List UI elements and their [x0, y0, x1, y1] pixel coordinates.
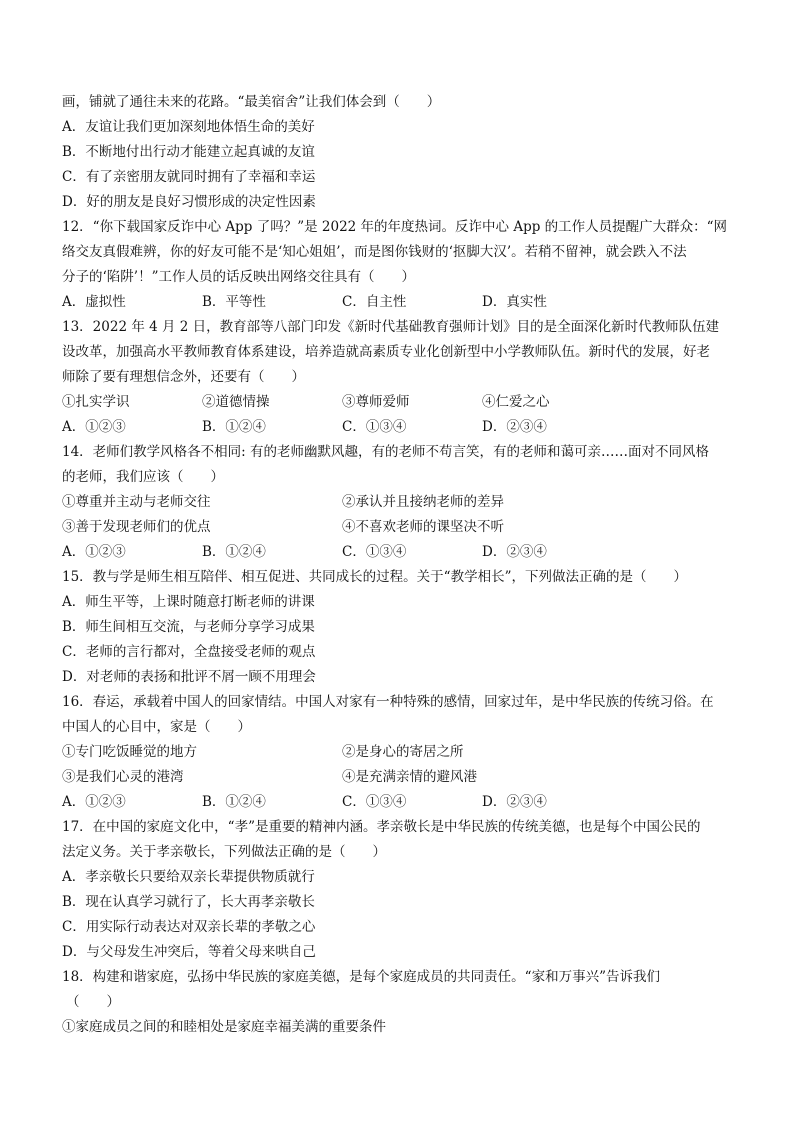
question-stem-line: 分子的‘陷阱’！”工作人员的话反映出网络交往具有（ ） — [62, 269, 415, 285]
option-d: D．对老师的表扬和批评不屑一顾不用理会 — [62, 669, 316, 685]
item-3: ③是我们心灵的港湾 — [62, 769, 184, 785]
options-row — [62, 540, 734, 565]
option-c: C．老师的言行都对，全盘接受老师的观点 — [62, 644, 316, 660]
option-c: C．用实际行动表达对双亲长辈的孝敬之心 — [62, 919, 316, 935]
question-stem-line: 16．春运，承载着中国人的回家情结。中国人对家有一种特殊的感情，回家过年，是中华民族的传统习俗。在 — [62, 694, 714, 710]
question-stem-line: 师除了要有理想信念外，还要有（ ） — [62, 369, 305, 385]
question-stem-line: 画，铺就了通往未来的花路。“最美宿舍”让我们体会到（ ） — [62, 94, 441, 110]
items-row — [62, 765, 734, 790]
question-stem-line: 法定义务。关于孝亲敬长，下列做法正确的是（ ） — [62, 844, 386, 860]
option-d: D．②③④ — [482, 794, 547, 810]
option-b: B．不断地付出行动才能建立起真诚的友谊 — [62, 144, 315, 160]
options-row — [62, 790, 734, 815]
question-11 — [62, 90, 734, 215]
item-4: ④不喜欢老师的课坚决不听 — [342, 519, 504, 535]
question-stem-line: 13．2022 年 4 月 2 日，教育部等八部门印发《新时代基础教育强师计划》目的是全面深化新时代教师队伍建 — [62, 319, 720, 335]
options-row — [62, 415, 734, 440]
option-d: D．好的朋友是良好习惯形成的决定性因素 — [62, 194, 316, 210]
question-14 — [62, 440, 734, 565]
option-c: C．有了亲密朋友就同时拥有了幸福和幸运 — [62, 169, 316, 185]
option-d: D．真实性 — [482, 294, 547, 310]
question-15 — [62, 565, 734, 690]
option-c: C．①③④ — [342, 544, 407, 560]
question-stem-line: 设改革，加强高水平教师教育体系建设，培养造就高素质专业化创新型中小学教师队伍。新时代的发展，好老 — [62, 344, 710, 360]
items-row — [62, 515, 734, 540]
question-13 — [62, 315, 734, 440]
item-2: ②承认并且接纳老师的差异 — [342, 494, 504, 510]
question-stem-line: 的老师，我们应该（ ） — [62, 469, 224, 485]
options-row — [62, 290, 734, 315]
question-stem-line: 络交友真假难辨，你的好友可能不是‘知心姐姐’，而是图你钱财的‘抠脚大汉’。若稍不留神，就会跌入不法 — [62, 244, 687, 260]
item-4: ④是充满亲情的避风港 — [342, 769, 477, 785]
option-a: A．师生平等，上课时随意打断老师的讲课 — [62, 594, 315, 610]
question-stem-line: 14．老师们教学风格各不相同: 有的老师幽默风趣，有的老师不苟言笑，有的老师和蔼可亲……面对不同风格 — [62, 444, 710, 460]
question-12 — [62, 215, 734, 315]
items-row — [62, 490, 734, 515]
option-a: A．①②③ — [62, 794, 126, 810]
item-1: ①家庭成员之间的和睦相处是家庭幸福美满的重要条件 — [62, 1019, 386, 1035]
option-a: A．①②③ — [62, 544, 126, 560]
option-b: B．现在认真学习就行了，长大再孝亲敬长 — [62, 894, 315, 910]
option-d: D．②③④ — [482, 544, 547, 560]
item-3: ③善于发现老师们的优点 — [62, 519, 211, 535]
option-b: B．①②④ — [202, 794, 266, 810]
item-1: ①专门吃饭睡觉的地方 — [62, 744, 197, 760]
question-18 — [62, 965, 734, 1040]
items-row — [62, 740, 734, 765]
option-c: C．①③④ — [342, 794, 407, 810]
exam-page — [62, 90, 734, 1040]
option-c: C．①③④ — [342, 419, 407, 435]
option-a: A．①②③ — [62, 419, 126, 435]
item-2: ②是身心的寄居之所 — [342, 744, 464, 760]
option-d: D．②③④ — [482, 419, 547, 435]
question-17 — [62, 815, 734, 965]
item-4: ④仁爱之心 — [482, 394, 550, 410]
question-16 — [62, 690, 734, 815]
option-b: B．师生间相互交流，与老师分享学习成果 — [62, 619, 315, 635]
item-2: ②道德情操 — [202, 394, 270, 410]
item-1: ①尊重并主动与老师交往 — [62, 494, 211, 510]
answer-blank: （ ） — [66, 994, 120, 1010]
option-b: B．①②④ — [202, 544, 266, 560]
question-stem-line: 17．在中国的家庭文化中，“孝”是重要的精神内涵。孝亲敬长是中华民族的传统美德，也是每个中国公民的 — [62, 819, 701, 835]
item-3: ③尊师爱师 — [342, 394, 410, 410]
option-b: B．①②④ — [202, 419, 266, 435]
option-a: A．虚拟性 — [62, 294, 126, 310]
question-stem-line: 18．构建和谐家庭，弘扬中华民族的家庭美德，是每个家庭成员的共同责任。“家和万事兴”告诉我们 — [62, 969, 660, 985]
option-a: A．孝亲敬长只要给双亲长辈提供物质就行 — [62, 869, 315, 885]
option-c: C．自主性 — [342, 294, 407, 310]
option-b: B．平等性 — [202, 294, 266, 310]
question-stem-line: 中国人的心目中，家是（ ） — [62, 719, 251, 735]
question-stem-line: 15．教与学是师生相互陪伴、相互促进、共同成长的过程。关于“教学相长”，下列做法正确的是（ ） — [62, 569, 687, 585]
question-stem-line: 12．“你下载国家反诈中心 App 了吗？”是 2022 年的年度热词。反诈中心 App 的工作人员提醒广大群众：“网 — [62, 219, 728, 235]
item-1: ①扎实学识 — [62, 394, 130, 410]
option-a: A．友谊让我们更加深刻地体悟生命的美好 — [62, 119, 315, 135]
option-d: D．与父母发生冲突后，等着父母来哄自己 — [62, 944, 316, 960]
items-row — [62, 390, 734, 415]
